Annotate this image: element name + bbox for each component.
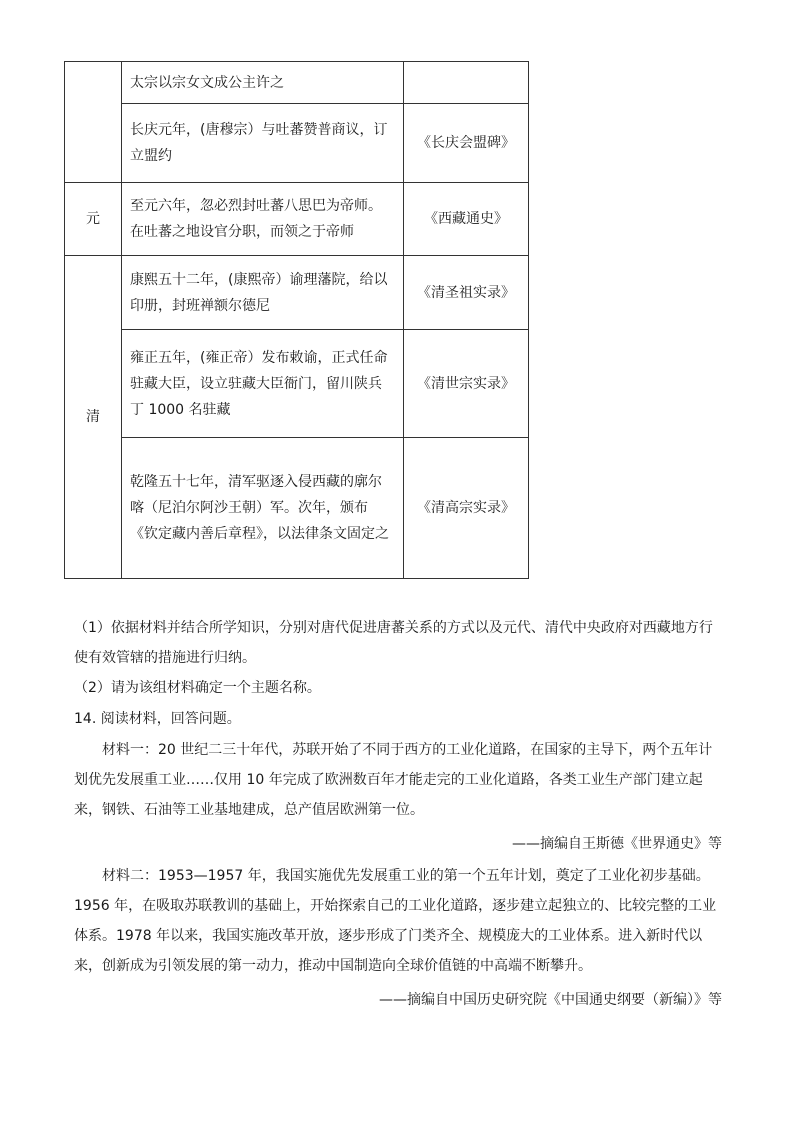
table-row	[65, 104, 529, 183]
source-cell: 《清圣祖实录》	[404, 256, 529, 330]
event-cell: 康熙五十二年，(康熙帝）谕理藩院，给以印册，封班禅额尔德尼	[122, 256, 404, 330]
dynasty-cell: 元	[65, 183, 122, 256]
source-cell: 《西藏通史》	[404, 183, 529, 256]
table-row	[65, 438, 529, 579]
source-cell: 《清世宗实录》	[404, 330, 529, 438]
table-row	[65, 183, 529, 256]
event-cell: 乾隆五十七年，清军驱逐入侵西藏的廓尔喀（尼泊尔阿沙王朝）军。次年，颁布《钦定藏内善后章程》，以法律条文固定之	[122, 438, 404, 579]
table-row	[65, 256, 529, 330]
material-2: 材料二：1953—1957 年，我国实施优先发展重工业的第一个五年计划，奠定了工业化初步基础。1956 年，在吸取苏联教训的基础上，开始探索自己的工业化道路，逐步建立起独立的、比较完整的工业体系。1978 年以来，我国实施改革开放，逐步形成了门类齐全、规模庞大的工业体系。进入新时代以来，创新成为引领发展的第一动力，推动中国制造向全球价值链的中高端不断攀升。	[74, 868, 717, 974]
history-table	[64, 61, 529, 579]
source-cell	[404, 62, 529, 104]
dynasty-cell	[65, 62, 122, 183]
question-14-heading: 14. 阅读材料，回答问题。	[74, 711, 241, 727]
citation-1: ——摘编自王斯德《世界通史》等	[512, 836, 722, 852]
event-cell: 太宗以宗女文成公主许之	[122, 62, 404, 104]
question-1: （1）依据材料并结合所学知识，分别对唐代促进唐蕃关系的方式以及元代、清代中央政府对西藏地方行使有效管辖的措施进行归纳。	[74, 620, 713, 666]
material-1: 材料一：20 世纪二三十年代，苏联开始了不同于西方的工业化道路，在国家的主导下，两个五年计划优先发展重工业……仅用 10 年完成了欧洲数百年才能走完的工业化道路，各类工业生产部门建立起来，钢铁、石油等工业基地建成，总产值居欧洲第一位。	[74, 742, 713, 818]
source-cell: 《清高宗实录》	[404, 438, 529, 579]
source-cell: 《长庆会盟碑》	[404, 104, 529, 183]
event-cell: 至元六年，忽必烈封吐蕃八思巴为帝师。在吐蕃之地设官分职，而领之于帝师	[122, 183, 404, 256]
table-row	[65, 330, 529, 438]
dynasty-cell: 清	[65, 256, 122, 579]
event-cell: 长庆元年，(唐穆宗）与吐蕃赞普商议，订立盟约	[122, 104, 404, 183]
table-row	[65, 62, 529, 104]
citation-2: ——摘编自中国历史研究院《中国通史纲要（新编）》等	[379, 992, 722, 1008]
question-2: （2）请为该组材料确定一个主题名称。	[74, 680, 321, 696]
event-cell: 雍正五年，(雍正帝）发布敕谕，正式任命驻藏大臣，设立驻藏大臣衙门，留川陕兵丁 1000 名驻藏	[122, 330, 404, 438]
